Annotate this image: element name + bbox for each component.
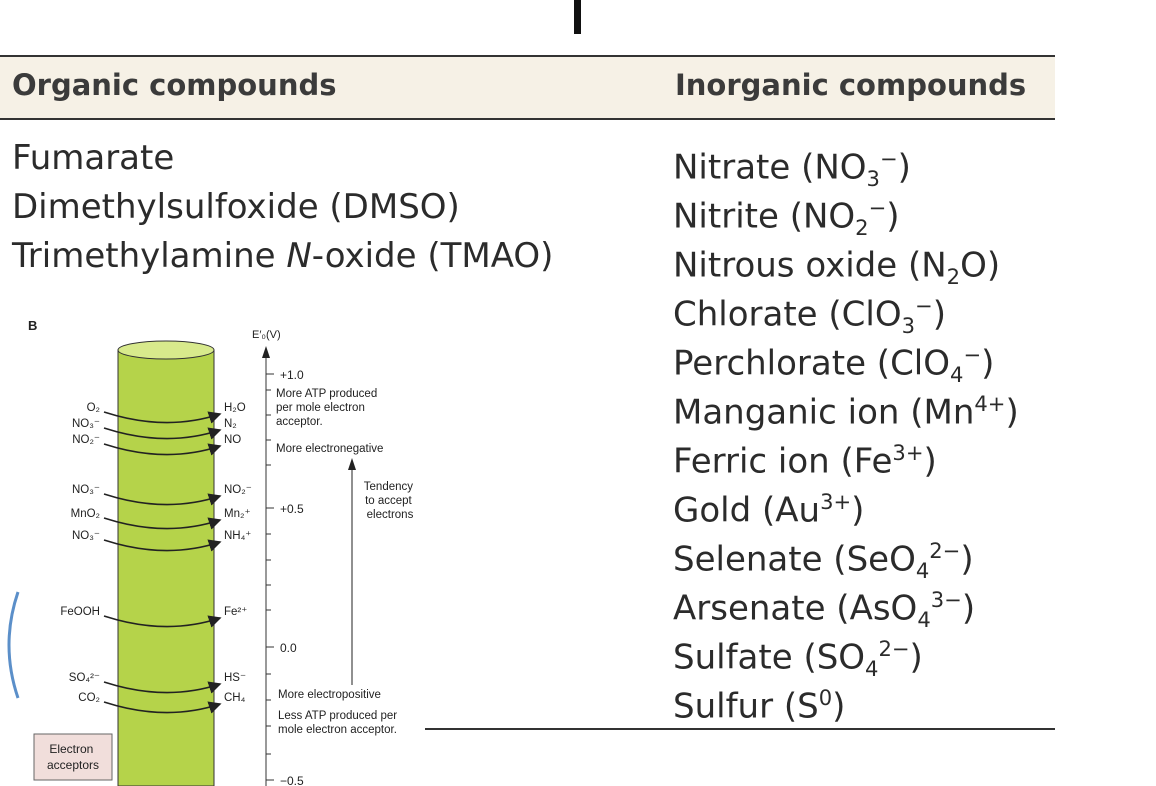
reductant-label: NH₄⁺ <box>224 530 252 542</box>
axis-label: E′₀(V) <box>252 329 281 341</box>
bottom-note: Less ATP produced per mole electron acceptor. <box>278 710 398 736</box>
oxidant-label: MnO₂ <box>70 508 100 520</box>
organic-header: Organic compounds <box>12 68 337 102</box>
reductant-label: NO <box>224 434 242 446</box>
inorganic-item: Nitrite $(NO_2^-)$ <box>673 195 900 241</box>
more-electronegative: More electronegative <box>276 443 384 455</box>
top-note: More ATP produced per mole electron acceptor. <box>276 388 378 428</box>
oxidant-label: FeOOH <box>60 606 100 618</box>
tick-label: +1.0 <box>280 368 304 382</box>
oxidant-label: NO₂⁻ <box>72 434 100 446</box>
panel-label: B <box>28 318 38 333</box>
electron-acceptors-label: Electron acceptors <box>46 742 100 772</box>
tendency-label: Tendency to accept electrons <box>363 481 414 521</box>
reductant-label: CH₄ <box>224 692 246 704</box>
tick-label: −0.5 <box>280 774 304 786</box>
inorganic-item: Perchlorate (ClO$_4$−) <box>673 342 995 388</box>
table-header-rule <box>0 118 1055 120</box>
oxidant-label: SO₄²⁻ <box>68 672 100 684</box>
inorganic-item: Selenate (SeO$_4^{2-}$) <box>673 538 974 584</box>
inorganic-item: Gold $(Au^{3+})$ <box>673 489 865 531</box>
reductant-label: N₂ <box>224 418 237 430</box>
inorganic-item: Nitrous oxide $(N_2O)$ <box>673 245 1001 290</box>
oxidant-label: NO₃⁻ <box>71 418 100 430</box>
inorganic-item: Sulfur $(S^0)$ <box>673 685 846 727</box>
reductant-label: Mn₂⁺ <box>224 508 251 520</box>
inorganic-item: Chlorate (ClO$_3$−) <box>673 293 946 339</box>
reductant-label: H₂O <box>224 402 246 414</box>
inorganic-item: Nitrate $(NO_3^-)$ <box>673 146 911 192</box>
cylinder-top <box>118 341 214 359</box>
organic-item: Trimethylamine N-oxide (TMAO) <box>12 236 554 276</box>
organic-item: Dimethylsulfoxide (DMSO) <box>12 187 460 227</box>
top-edge-mark <box>574 0 581 34</box>
axis-arrowhead <box>262 346 270 358</box>
table-bottom-rule <box>425 728 1055 730</box>
tick-label: 0.0 <box>280 641 297 655</box>
organic-list <box>12 134 553 281</box>
inorganic-header: Inorganic compounds <box>675 68 1027 102</box>
oxidant-label: O₂ <box>86 402 100 414</box>
inorganic-list <box>673 134 1019 727</box>
inorganic-item: Sulfate $(SO_4^{2-})$ <box>673 636 923 682</box>
inorganic-item: Manganic ion $(Mn^{4+})$ <box>673 391 1019 433</box>
tendency-arrowhead <box>348 458 356 470</box>
reductant-label: Fe²⁺ <box>224 606 248 618</box>
cylinder-body <box>118 350 214 786</box>
oxidant-label: NO₃⁻ <box>71 484 100 496</box>
reductant-label: HS⁻ <box>224 672 247 684</box>
inorganic-item: Ferric ion $(Fe^{3+})$ <box>673 440 937 482</box>
oxidant-label: NO₃⁻ <box>71 530 100 542</box>
oxidant-label: CO₂ <box>78 692 100 704</box>
reductant-label: NO₂⁻ <box>224 484 252 496</box>
tick-label: +0.5 <box>280 502 304 516</box>
electron-acceptors-box <box>34 734 112 780</box>
inorganic-item: Arsenate (AsO$_4^{3-}$) <box>673 587 976 633</box>
organic-item: Fumarate <box>12 138 175 178</box>
more-electropositive: More electropositive <box>278 689 381 701</box>
electron-acceptor-diagram <box>0 300 440 786</box>
minor-ticks <box>266 390 271 754</box>
